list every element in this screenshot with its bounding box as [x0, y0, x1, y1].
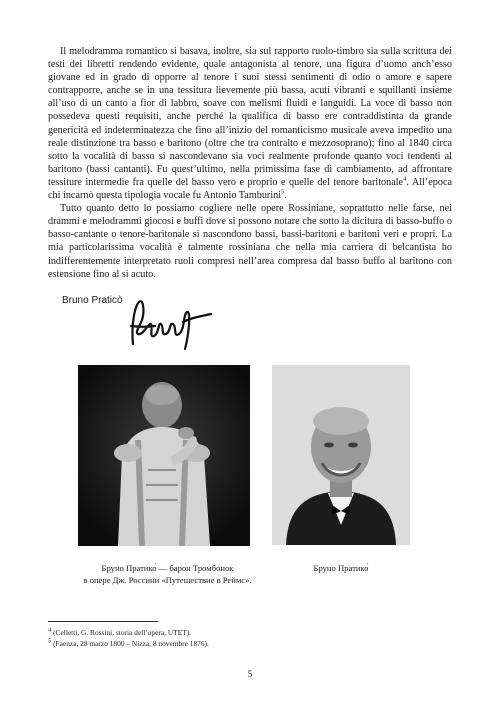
caption-left-line-2: в опере Дж. Россини «Путешествие в Реймс».: [83, 575, 252, 585]
paragraph-1-text-a: Il melodramma romantico si basava, inoltre, sia sul rapporto ruolo-timbro sia sulla scrittura dei testi dei libretti rendendo evidente, quale antagonista al tenore, una figura d’uomo anch’esso giovane ed in grado di opporre al tenore i suoi stessi sentimenti di odio o amore e sapere contrapporre, anche se in una tessitura lievemente più bassa, acuti vibranti e squillanti insieme all’uso di un canto a fior di labbro, soave con melismi fluidi e languidi. La voce di basso non possedeva questi requisiti, anche perché la qualifica di basso ere contraddistinta da grande genericità ed indeterminatezza che fino all’inizio del romanticismo musicale aveva impedito una reale distinzione tra basso e baritono (oltre che tra contralto e mezzosoprano); fino al 1840 circa sotto la vocalità di basso si nascondevano sia voci realmente profonde quanto voci tendenti al baritono (bassi cantanti). Fu quest’ultimo, nella primissima fase di cambiamento, ad affrontare tessiture intermedie fra quelle del basso vero e proprio e quelle del tenore baritonale: [48, 46, 452, 188]
paragraph-1: [48, 45, 452, 202]
footnote-4: [48, 627, 209, 638]
footnote-4-number: 4: [48, 626, 52, 634]
caption-portrait: Бруно Пратико́: [313, 563, 369, 573]
paragraph-2: Tutto quanto detto lo possiamo cogliere nelle opere Rossiniane, soprattutto nelle farse, nei drammi e melodrammi giocosi e buffi dove si possono notare che sotto la dicitura di basso-buffo o basso-cantante o tenore-baritonale si nascondono bassi, bassi-baritoni e baritoni veri e propri. La mia particolarissima vocalità è talmente rossiniana che nella mia carriera di belcantista ho indifferentemente interpretato ruoli compresi nell’area compresa dal basso buffo al baritono con estensione fino al si acuto.: [48, 203, 452, 280]
footnote-5-text: (Faenza, 28 marzo 1800 – Nizza, 8 novembre 1876).: [51, 639, 209, 648]
caption-left-line-1: Бруно Пратико́ — барон Тромбонок: [101, 563, 234, 573]
photo-stage-costume: [78, 365, 250, 546]
footnote-4-text: (Celletti, G. Rossini, storia dell’opera, UTET).: [51, 628, 192, 637]
photo-portrait: [272, 365, 410, 545]
body-text: [48, 45, 452, 281]
footnote-ref-5[interactable]: 5: [281, 188, 285, 196]
paragraph-1-text-c: .: [284, 190, 287, 202]
paragraph-1-text-b: . All’epoca chi incarnò questa tipologia vocale fu Antonio Tamburini: [48, 176, 453, 202]
photo-portrait-image: [272, 365, 410, 545]
footnote-5-number: 5: [48, 637, 52, 645]
footnotes: [48, 627, 209, 649]
page-number: 5: [247, 670, 253, 680]
footnote-divider: [48, 621, 158, 622]
handwritten-signature: [125, 294, 215, 354]
photo-stage-costume-image: [78, 365, 250, 546]
author-name: Bruno Praticò: [62, 295, 123, 306]
footnote-ref-4[interactable]: 4: [403, 175, 407, 183]
footnote-5: [48, 638, 209, 649]
caption-stage-photo: [60, 562, 275, 586]
